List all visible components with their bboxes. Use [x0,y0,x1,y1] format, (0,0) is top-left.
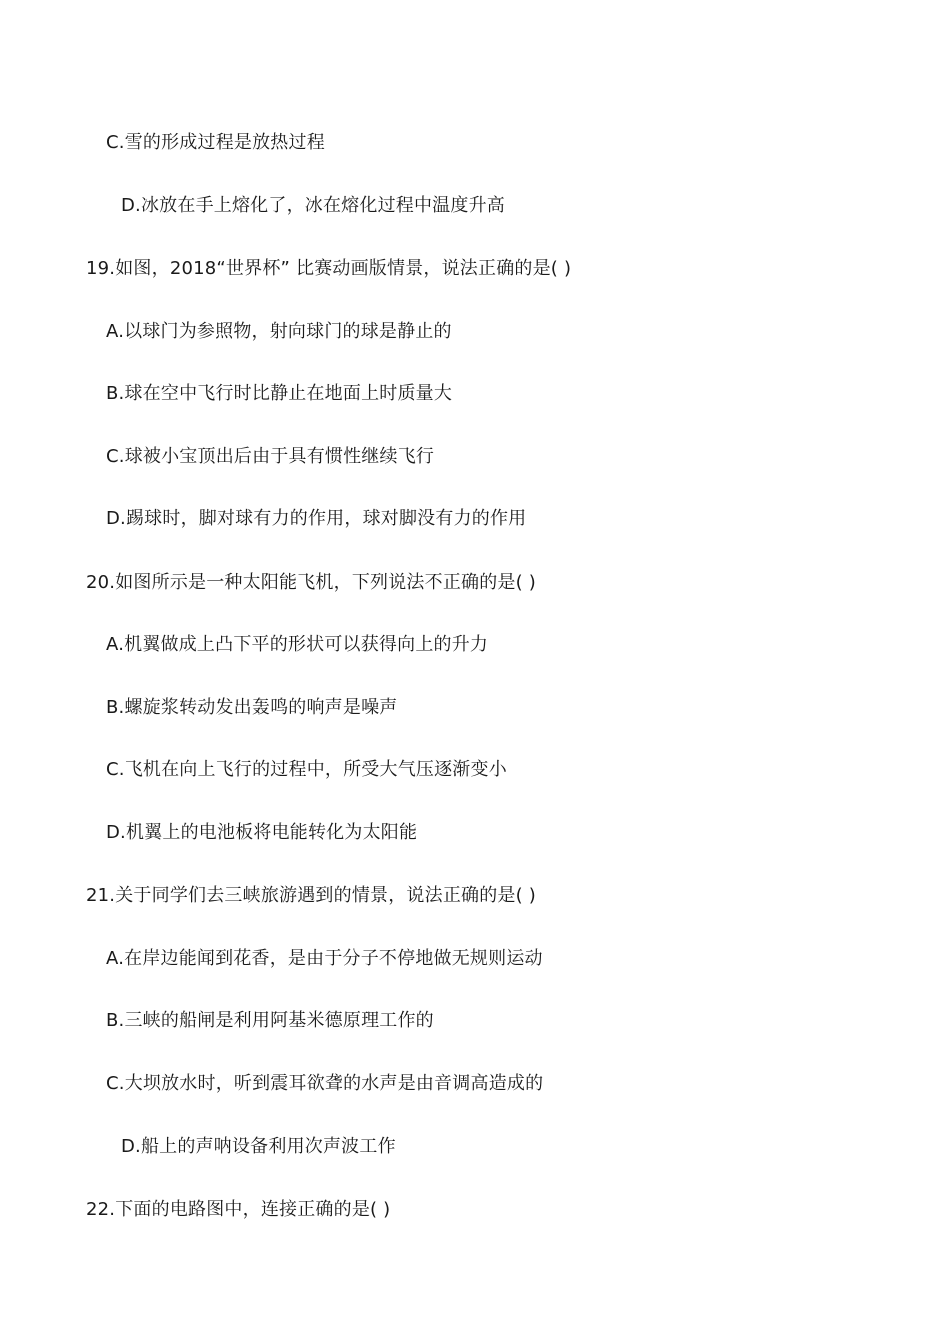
question-21: 21.关于同学们去三峡旅游遇到的情景，说法正确的是( ) [86,885,536,906]
option-b-q21: B.三峡的船闸是利用阿基米德原理工作的 [106,1010,434,1031]
option-a-q19: A.以球门为参照物，射向球门的球是静止的 [106,321,452,342]
option-d-q21: D.船上的声呐设备利用次声波工作 [121,1136,396,1157]
option-d-q18: D.冰放在手上熔化了，冰在熔化过程中温度升高 [121,195,505,216]
option-c-q21: C.大坝放水时，听到震耳欲聋的水声是由音调高造成的 [106,1073,544,1094]
option-d-q19: D.踢球时，脚对球有力的作用，球对脚没有力的作用 [106,508,527,529]
option-c-q19: C.球被小宝顶出后由于具有惯性继续飞行 [106,446,435,467]
question-22: 22.下面的电路图中，连接正确的是( ) [86,1199,391,1220]
option-c-q18: C.雪的形成过程是放热过程 [106,132,325,153]
option-d-q20: D.机翼上的电池板将电能转化为太阳能 [106,822,418,843]
question-19: 19.如图，2018“世界杯” 比赛动画版情景，说法正确的是( ) [86,258,572,279]
option-c-q20: C.飞机在向上飞行的过程中，所受大气压逐渐变小 [106,759,507,780]
option-b-q19: B.球在空中飞行时比静止在地面上时质量大 [106,383,453,404]
option-b-q20: B.螺旋浆转动发出轰鸣的响声是噪声 [106,697,398,718]
question-20: 20.如图所示是一种太阳能飞机，下列说法不正确的是( ) [86,572,536,593]
option-a-q20: A.机翼做成上凸下平的形状可以获得向上的升力 [106,634,489,655]
option-a-q21: A.在岸边能闻到花香，是由于分子不停地做无规则运动 [106,948,543,969]
